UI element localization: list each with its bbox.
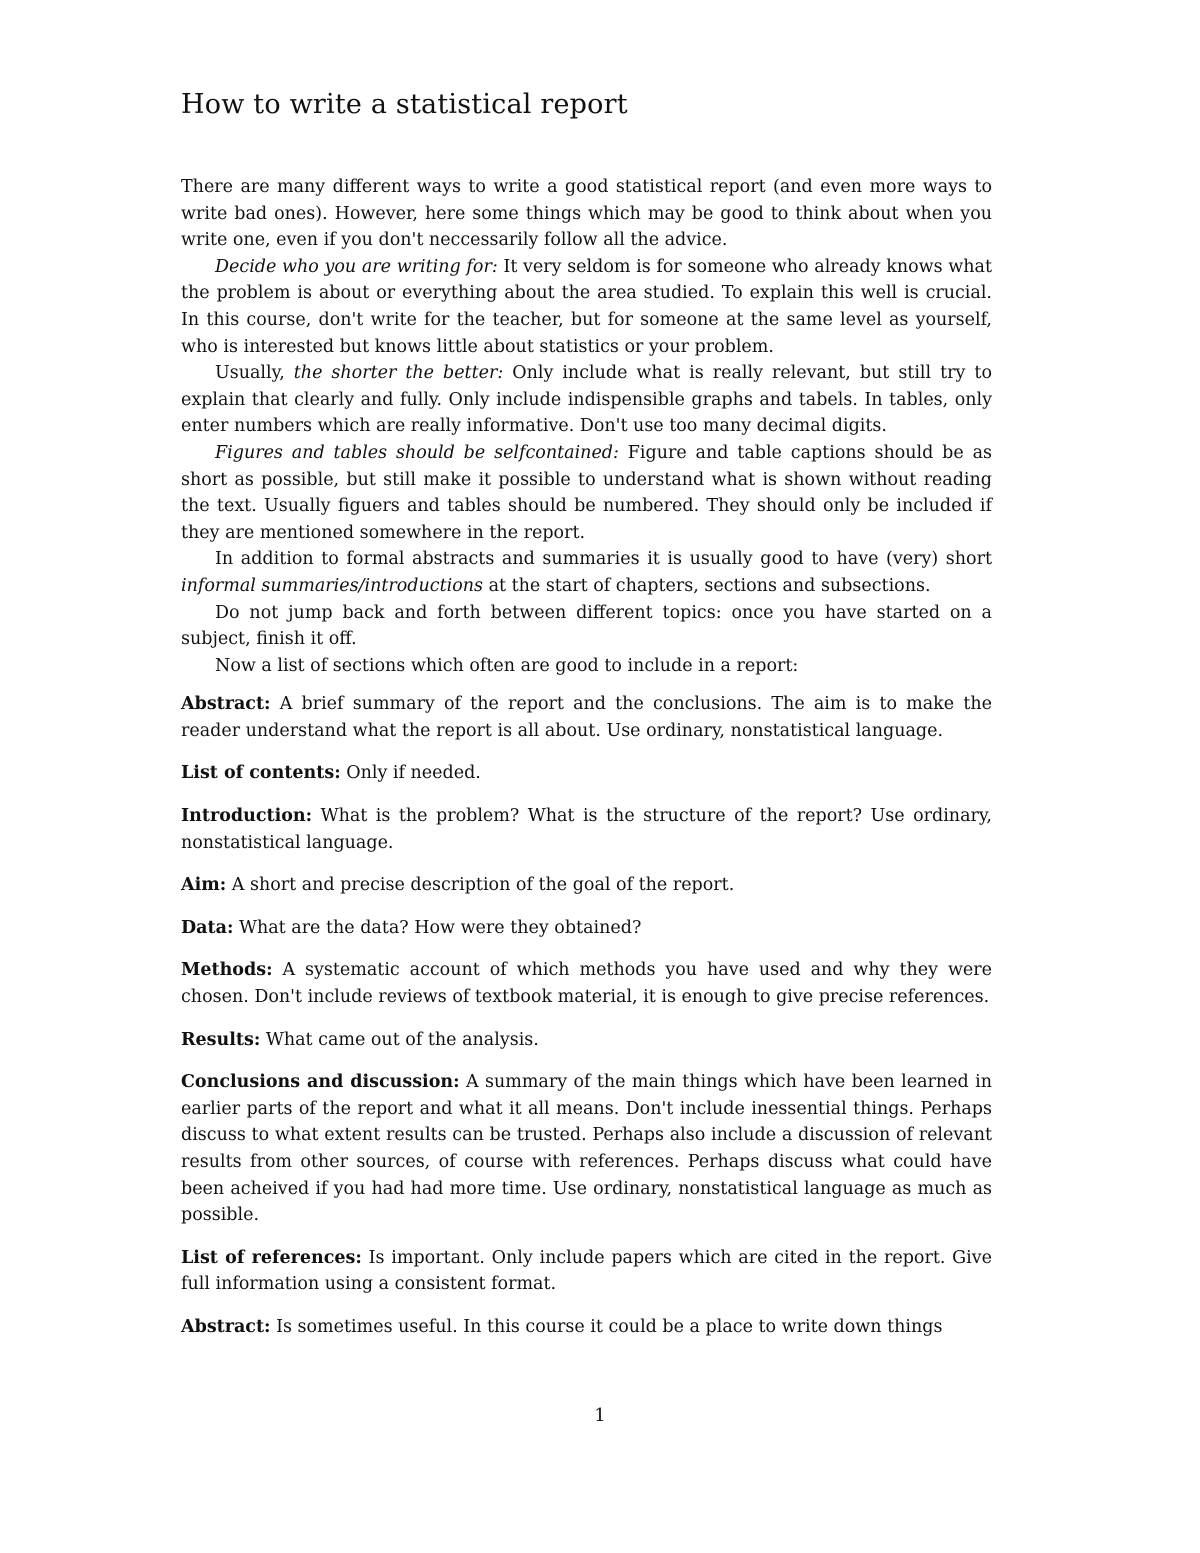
section-text: A summary of the main things which have been learned in earlier parts of the report and what it all means. Don't include inessential things. Perhaps discuss to what extent results can be trusted. Perhaps also include a discussion of relevant results from other sources, of course with references. Perhaps discuss what could have been acheived if you had had more time. Use ordinary, nonstatistical language as much as possible. <box>181 1072 992 1226</box>
document-body <box>181 174 992 1341</box>
section-item-introduction <box>181 803 992 856</box>
section-label: Results: <box>181 1029 261 1050</box>
section-item-conclusions <box>181 1069 992 1229</box>
section-label: Data: <box>181 917 234 938</box>
section-item-methods <box>181 957 992 1010</box>
intro-paragraph-4 <box>181 440 992 546</box>
section-label: Abstract: <box>181 1316 271 1337</box>
page-number: 1 <box>594 1405 606 1426</box>
section-item-abstract <box>181 691 992 744</box>
paragraph-text: Usually, <box>215 363 294 384</box>
section-item-abstract-2 <box>181 1314 992 1341</box>
section-text: What are the data? How were they obtained? <box>233 917 642 938</box>
section-text: A short and precise description of the goal of the report. <box>226 875 735 896</box>
section-text: Only if needed. <box>340 763 481 784</box>
section-item-data <box>181 915 992 942</box>
emphasis-shorter: the shorter the better: <box>293 363 504 384</box>
emphasis-figures: Figures and tables should be selfcontained: <box>215 442 619 463</box>
paragraph-text: In addition to formal abstracts and summaries it is usually good to have (very) short <box>215 549 992 570</box>
intro-paragraph-7: Now a list of sections which often are good to include in a report: <box>215 655 799 676</box>
section-text: A systematic account of which methods you have used and why they were chosen. Don't include reviews of textbook material, it is enough to give precise references. <box>181 960 992 1008</box>
section-text: A brief summary of the report and the conclusions. The aim is to make the reader understand what the report is all about. Use ordinary, nonstatistical language. <box>181 694 992 741</box>
section-label: Aim: <box>181 875 227 896</box>
page-title: How to write a statistical report <box>181 89 628 120</box>
emphasis-informal-summaries: informal summaries/introductions <box>181 575 483 596</box>
paragraph-text: Only include what is really relevant, but still try to explain that clearly and fully. Only include indispensible graphs and tabels. In tables, only enter numbers which are really informative. Don't use too many decimal digits. <box>181 363 992 437</box>
paragraph-text: Figure and table captions should be as short as possible, but still make it possible to understand what is shown without reading the text. Usually figuers and tables should be numbered. They should only be included if they are mentioned somewhere in the report. <box>181 442 992 543</box>
section-label: Methods: <box>181 960 273 981</box>
document-page <box>181 88 992 1357</box>
section-item-contents <box>181 760 992 787</box>
section-text: What is the problem? What is the structure of the report? Use ordinary, nonstatistical language. <box>181 806 992 853</box>
section-label: Conclusions and discussion: <box>181 1072 460 1093</box>
intro-paragraph-3 <box>181 360 992 440</box>
section-item-references <box>181 1245 992 1298</box>
intro-paragraph-2 <box>181 254 992 360</box>
section-text: Is important. Only include papers which are cited in the report. Give full information using a consistent format. <box>181 1247 992 1295</box>
section-label: Abstract: <box>181 694 271 715</box>
section-item-aim <box>181 872 992 899</box>
section-text: What came out of the analysis. <box>260 1029 539 1050</box>
intro-paragraph-1: There are many different ways to write a good statistical report (and even more ways to write bad ones). However, here some things which may be good to think about when you write one, even if you don't neccessarily follow all the advice. <box>181 177 992 251</box>
emphasis-audience: Decide who you are writing for: <box>215 256 498 277</box>
paragraph-text: at the start of chapters, sections and subsections. <box>483 575 931 596</box>
section-label: Introduction: <box>181 806 313 827</box>
section-list <box>181 691 992 1340</box>
section-label: List of references: <box>181 1247 362 1268</box>
section-label: List of contents: <box>181 763 341 784</box>
intro-paragraph-5 <box>181 546 992 599</box>
section-text: Is sometimes useful. In this course it could be a place to write down things <box>270 1316 943 1337</box>
section-item-results <box>181 1027 992 1054</box>
intro-paragraph-6: Do not jump back and forth between different topics: once you have started on a subject, finish it off. <box>181 602 992 650</box>
paragraph-text: It very seldom is for someone who already knows what the problem is about or everything about the area studied. To explain this well is crucial. In this course, don't write for the teacher, but for someone at the same level as yourself, who is interested but knows little about statistics or your problem. <box>181 256 992 357</box>
